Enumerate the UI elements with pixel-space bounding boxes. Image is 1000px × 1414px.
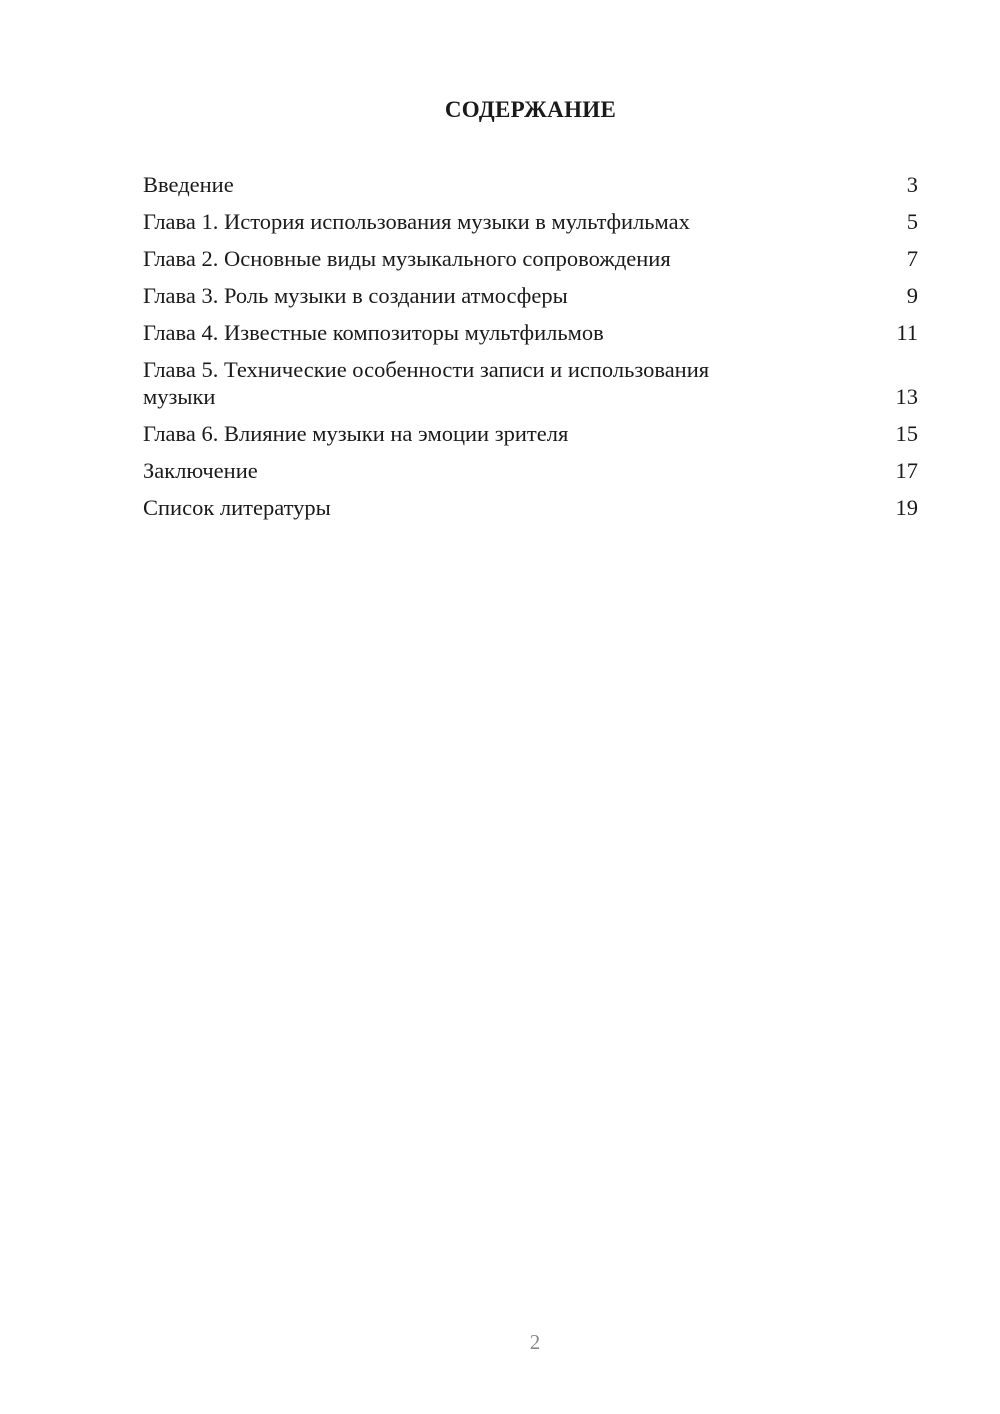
- toc-entry-chapter-3: [143, 279, 918, 316]
- toc-entry-label: Глава 1. История использования музыки в мультфильмах: [143, 209, 690, 234]
- toc-entry-label: Заключение: [143, 458, 258, 483]
- toc-entry-page: 7: [906, 246, 918, 271]
- toc-entry-label: Глава 4. Известные композиторы мультфильмов: [143, 320, 604, 345]
- toc-entry-page: 17: [895, 458, 918, 483]
- toc-entry-chapter-6: [143, 417, 918, 454]
- page-title: СОДЕРЖАНИЕ: [444, 97, 617, 122]
- toc-entry-label: Глава 6. Влияние музыки на эмоции зрителя: [143, 421, 569, 446]
- toc-entry-chapter-2: [143, 242, 918, 279]
- toc-entry-page: 9: [906, 283, 918, 308]
- toc-entry-label: Глава 5. Технические особенности записи и использования музыки: [143, 357, 710, 409]
- toc-entry-introduction: [143, 168, 918, 205]
- toc-entry-page: 5: [906, 209, 918, 234]
- toc-entry-label: Глава 2. Основные виды музыкального сопровождения: [143, 246, 671, 271]
- toc-entry-label: Глава 3. Роль музыки в создании атмосферы: [143, 283, 568, 308]
- page-number: 2: [529, 1330, 541, 1354]
- toc-entry-label: Список литературы: [143, 495, 331, 520]
- toc-entry-page: 11: [896, 320, 918, 345]
- toc-entry-page: 19: [895, 495, 918, 520]
- toc-entry-conclusion: [143, 454, 918, 491]
- toc-entry-label: Введение: [143, 172, 234, 197]
- toc-entry-references: [143, 491, 918, 528]
- toc-entry-chapter-1: [143, 205, 918, 242]
- toc-entry-chapter-4: [143, 316, 918, 353]
- toc-entry-page: 3: [906, 172, 918, 197]
- toc-entry-page: 13: [895, 384, 918, 409]
- table-of-contents: [143, 168, 918, 528]
- toc-entry-chapter-5: [143, 353, 918, 417]
- toc-entry-page: 15: [895, 421, 918, 446]
